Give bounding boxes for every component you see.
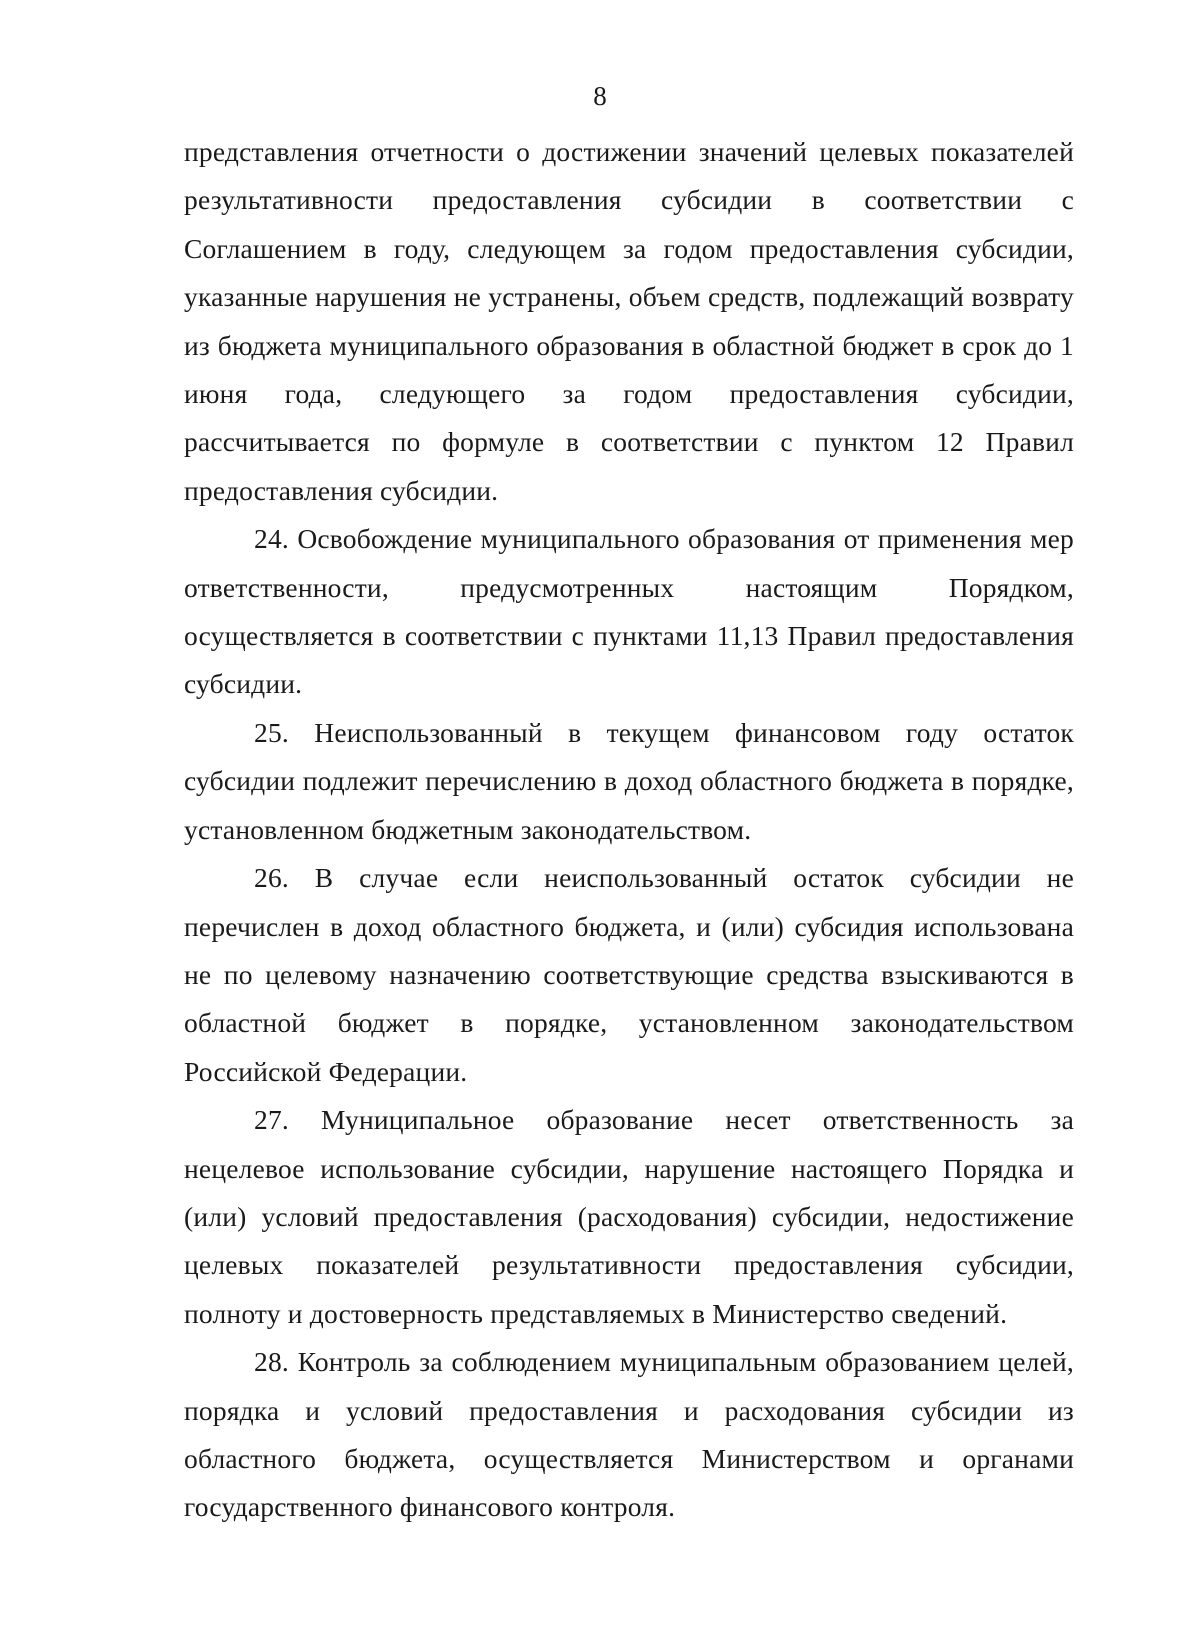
paragraph-24: 24. Освобождение муниципального образования от применения мер ответственности, предусмотренных настоящим Порядком, осуществляется в соответствии с пунктами 11,13 Правил предоставления субсидии. (184, 523, 1074, 700)
paragraph-27: 27. Муниципальное образование несет ответственность за нецелевое использование субсидии, нарушение настоящего Порядка и (или) условий предоставления (расходования) субсидии, недостижение целевых показателей результативности предоставления субсидии, полноту и достоверность представляемых в Министерство сведений. (184, 1104, 1074, 1329)
paragraph-continuation: представления отчетности о достижении значений целевых показателей результативности предоставления субсидии в соответствии с Соглашением в году, следующем за годом предоставления субсидии, указанные нарушения не устранены, объем средств, подлежащий возврату из бюджета муниципального образования в областной бюджет в срок до 1 июня года, следующего за годом предоставления субсидии, рассчитывается по формуле в соответствии с пунктом 12 Правил предоставления субсидии. (184, 136, 1074, 506)
page-number: 8 (593, 81, 607, 111)
paragraph-28: 28. Контроль за соблюдением муниципальным образованием целей, порядка и условий предоставления и расходования субсидии из областного бюджета, осуществляется Министерством и органами государственного финансового контроля. (184, 1346, 1074, 1523)
paragraph-26: 26. В случае если неиспользованный остаток субсидии не перечислен в доход областного бюджета, и (или) субсидия использована не по целевому назначению соответствующие средства взыскиваются в областной бюджет в порядке, установленном законодательством Российской Федерации. (184, 862, 1074, 1087)
paragraph-25: 25. Неиспользованный в текущем финансовом году остаток субсидии подлежит перечислению в доход областного бюджета в порядке, установленном бюджетным законодательством. (184, 716, 1074, 845)
document-body (184, 128, 1074, 1532)
